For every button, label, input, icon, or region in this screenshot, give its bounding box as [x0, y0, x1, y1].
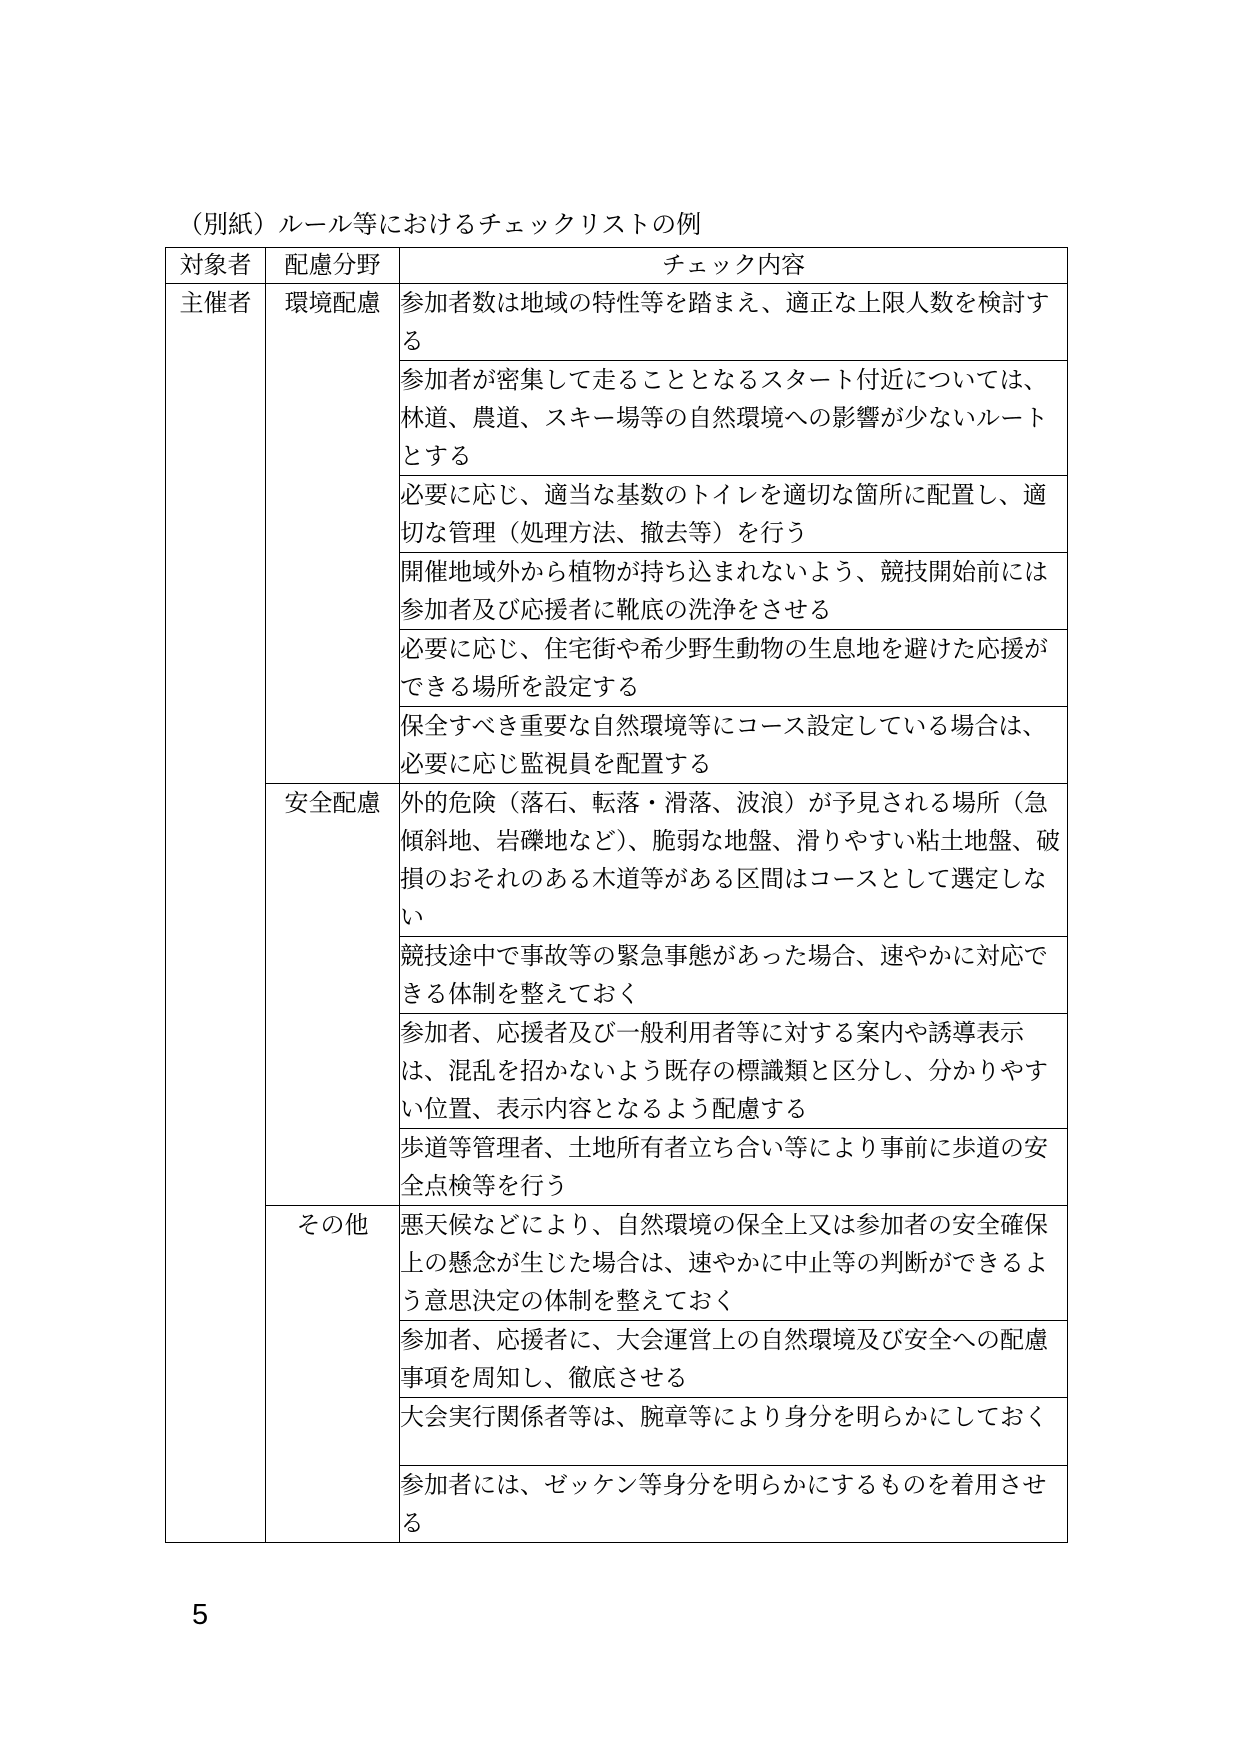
- checklist-item: 参加者、応援者及び一般利用者等に対する案内や誘導表示は、混乱を招かないよう既存の標識類と区分し、分かりやすい位置、表示内容となるよう配慮する: [400, 1014, 1068, 1129]
- checklist-item: 必要に応じ、住宅街や希少野生動物の生息地を避けた応援ができる場所を設定する: [400, 630, 1068, 707]
- page-number: 5: [192, 1599, 209, 1631]
- header-target: 対象者: [166, 248, 266, 284]
- category-cell-other: その他: [266, 1206, 400, 1543]
- checklist-item: 参加者数は地域の特性等を踏まえ、適正な上限人数を検討する: [400, 284, 1068, 361]
- checklist-item: 競技途中で事故等の緊急事態があった場合、速やかに対応できる体制を整えておく: [400, 937, 1068, 1014]
- checklist-item: 外的危険（落石、転落・滑落、波浪）が予見される場所（急傾斜地、岩礫地など）、脆弱な地盤、滑りやすい粘土地盤、破損のおそれのある木道等がある区間はコースとして選定しない: [400, 784, 1068, 937]
- category-cell-safety: 安全配慮: [266, 784, 400, 1206]
- target-cell: 主催者: [166, 284, 266, 1543]
- checklist-item: 大会実行関係者等は、腕章等により身分を明らかにしておく: [400, 1398, 1068, 1466]
- checklist-item: 参加者が密集して走ることとなるスタート付近については、林道、農道、スキー場等の自然環境への影響が少ないルートとする: [400, 361, 1068, 476]
- table-caption: （別紙）ルール等におけるチェックリストの例: [178, 210, 702, 239]
- category-cell-environment: 環境配慮: [266, 284, 400, 784]
- table-row: [166, 284, 1068, 361]
- checklist-item: 開催地域外から植物が持ち込まれないよう、競技開始前には参加者及び応援者に靴底の洗浄をさせる: [400, 553, 1068, 630]
- table-row: [166, 1206, 1068, 1321]
- checklist-table: [165, 247, 1068, 1543]
- checklist-item: 参加者、応援者に、大会運営上の自然環境及び安全への配慮事項を周知し、徹底させる: [400, 1321, 1068, 1398]
- header-category: 配慮分野: [266, 248, 400, 284]
- checklist-item: 悪天候などにより、自然環境の保全上又は参加者の安全確保上の懸念が生じた場合は、速やかに中止等の判断ができるよう意思決定の体制を整えておく: [400, 1206, 1068, 1321]
- header-content: チェック内容: [400, 248, 1068, 284]
- checklist-item: 保全すべき重要な自然環境等にコース設定している場合は、必要に応じ監視員を配置する: [400, 707, 1068, 784]
- table-row: [166, 784, 1068, 937]
- table-header-row: [166, 248, 1068, 284]
- checklist-item: 必要に応じ、適当な基数のトイレを適切な箇所に配置し、適切な管理（処理方法、撤去等）を行う: [400, 476, 1068, 553]
- checklist-item: 歩道等管理者、土地所有者立ち合い等により事前に歩道の安全点検等を行う: [400, 1129, 1068, 1206]
- checklist-item: 参加者には、ゼッケン等身分を明らかにするものを着用させる: [400, 1466, 1068, 1543]
